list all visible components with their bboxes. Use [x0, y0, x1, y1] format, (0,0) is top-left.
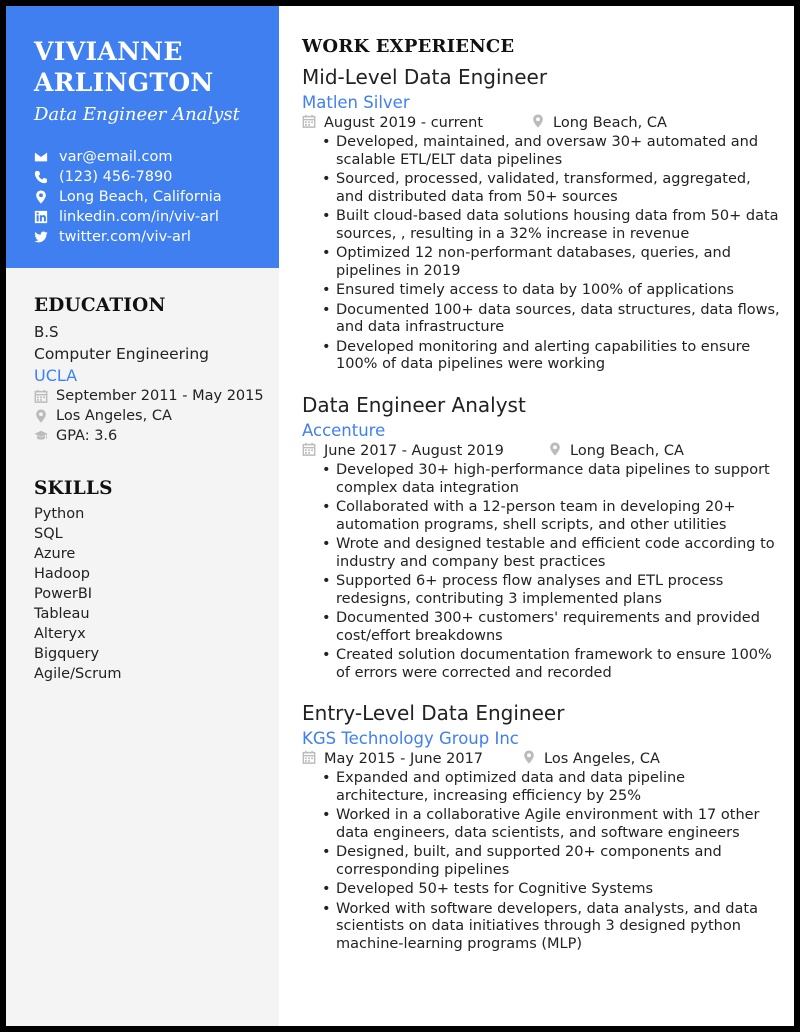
- calendar-icon: [34, 389, 48, 403]
- name-line-2: ARLINGTON: [34, 68, 214, 97]
- contact-phone[interactable]: [34, 167, 279, 187]
- location-icon: [34, 409, 48, 423]
- education-heading: EDUCATION: [34, 295, 166, 316]
- skills-section: [6, 478, 279, 684]
- bullet-item: • Optimized 12 non-performant databases, queries, and pipelines in 2019: [336, 245, 782, 280]
- contact-text: (123) 456-7890: [59, 169, 173, 185]
- company-name: Accenture: [302, 421, 386, 440]
- calendar-icon: [302, 442, 316, 460]
- education-degree: B.S: [34, 323, 59, 341]
- skill-item: Tableau: [34, 606, 90, 622]
- location-icon: [531, 114, 545, 132]
- job-meta: [302, 749, 782, 769]
- education-location-row: [34, 406, 279, 426]
- job-dates: May 2015 - June 2017: [324, 751, 484, 767]
- skill-item: Bigquery: [34, 646, 100, 662]
- bullet-item: • Designed, built, and supported 20+ components and corresponding pipelines: [336, 844, 782, 879]
- bullet-item: • Supported 6+ process flow analyses and ETL process redesigns, contributing 3 implemented plans: [336, 573, 782, 608]
- bullet-item: • Worked in a collaborative Agile environment with 17 other data engineers, data scientists, and software engineers: [336, 807, 782, 842]
- bullet-item: • Developed 30+ high-performance data pipelines to support complex data integration: [336, 462, 782, 497]
- skill-item: Azure: [34, 546, 76, 562]
- bullet-item: • Created solution documentation framework to ensure 100% of errors were corrected and recorded: [336, 647, 782, 682]
- contact-text: Long Beach, California: [59, 189, 222, 205]
- bullet-item: • Developed, maintained, and oversaw 30+ automated and scalable ETL/ELT data pipelines: [336, 134, 782, 169]
- skill-item: Alteryx: [34, 626, 86, 642]
- job-title: Mid-Level Data Engineer: [302, 65, 548, 89]
- education-dates: September 2011 - May 2015: [56, 388, 264, 404]
- contact-text: twitter.com/viv-arl: [59, 229, 191, 245]
- education-school: UCLA: [34, 366, 78, 385]
- education-field: Computer Engineering: [34, 345, 209, 363]
- job-meta: [302, 113, 782, 133]
- linkedin-icon: [34, 210, 48, 224]
- bullet-item: • Developed 50+ tests for Cognitive Systems: [336, 881, 782, 899]
- skill-item: SQL: [34, 526, 63, 542]
- contact-location: [34, 187, 279, 207]
- phone-icon: [34, 170, 48, 184]
- bullet-item: • Sourced, processed, validated, transformed, aggregated, and distributed data from 50+ sources: [336, 171, 782, 206]
- skill-item: PowerBI: [34, 586, 93, 602]
- name-line-1: VIVIANNE: [34, 37, 183, 66]
- email-icon: [34, 150, 48, 164]
- education-dates-row: [34, 386, 279, 406]
- job-title: Entry-Level Data Engineer: [302, 701, 565, 725]
- education-gpa-row: [34, 426, 279, 446]
- bullet-item: • Documented 100+ data sources, data structures, data flows, and data infrastructure: [336, 302, 782, 337]
- bullet-item: • Built cloud-based data solutions housing data from 50+ data sources, , resulting in a 32% increase in revenue: [336, 208, 782, 243]
- job-location: Long Beach, CA: [570, 443, 684, 459]
- job-entry: [302, 65, 782, 376]
- company-name: Matlen Silver: [302, 93, 410, 112]
- education-location: Los Angeles, CA: [56, 408, 172, 424]
- job-entry: [302, 393, 782, 684]
- work-experience-heading: WORK EXPERIENCE: [302, 36, 515, 57]
- contact-linkedin[interactable]: [34, 207, 279, 227]
- education-gpa: GPA: 3.6: [56, 428, 118, 444]
- skill-item: Hadoop: [34, 566, 90, 582]
- candidate-title: Data Engineer Analyst: [34, 104, 240, 125]
- location-icon: [522, 750, 536, 768]
- job-entry: [302, 701, 782, 955]
- job-location: Los Angeles, CA: [544, 751, 660, 767]
- calendar-icon: [302, 750, 316, 768]
- contact-text: linkedin.com/in/viv-arl: [59, 209, 219, 225]
- resume-page: [6, 6, 794, 1026]
- twitter-icon: [34, 230, 48, 244]
- contact-twitter[interactable]: [34, 227, 279, 247]
- contact-email[interactable]: [34, 147, 279, 167]
- bullet-item: • Documented 300+ customers' requirements and provided cost/effort breakdowns: [336, 610, 782, 645]
- education-section: [6, 295, 279, 446]
- job-title: Data Engineer Analyst: [302, 393, 526, 417]
- company-name: KGS Technology Group Inc: [302, 729, 519, 748]
- bullet-item: • Worked with software developers, data analysts, and data scientists on data initiatives through 3 designed python machine-learning programs (MLP): [336, 901, 782, 954]
- job-location: Long Beach, CA: [553, 115, 667, 131]
- header-block: [6, 6, 279, 268]
- bullet-item: • Ensured timely access to data by 100% of applications: [336, 282, 782, 300]
- bullet-item: • Wrote and designed testable and efficient code according to industry and company best practices: [336, 536, 782, 571]
- sidebar: [6, 6, 279, 1026]
- bullet-item: • Collaborated with a 12-person team in developing 20+ automation programs, shell scripts, and other utilities: [336, 499, 782, 534]
- skill-item: Python: [34, 506, 85, 522]
- location-icon: [548, 442, 562, 460]
- bullet-item: • Expanded and optimized data and data pipeline architecture, increasing efficiency by 25%: [336, 770, 782, 805]
- bullet-item: • Developed monitoring and alerting capabilities to ensure 100% of data pipelines were working: [336, 339, 782, 374]
- contact-list: [34, 147, 279, 247]
- skill-item: Agile/Scrum: [34, 666, 122, 682]
- candidate-name: [34, 36, 279, 98]
- job-meta: [302, 441, 782, 461]
- job-bullets: [302, 462, 782, 682]
- location-icon: [34, 190, 48, 204]
- job-bullets: [302, 770, 782, 953]
- job-bullets: [302, 134, 782, 374]
- graduation-cap-icon: [34, 429, 48, 443]
- contact-text: var@email.com: [59, 149, 173, 165]
- calendar-icon: [302, 114, 316, 132]
- skills-list: [34, 504, 279, 684]
- job-dates: August 2019 - current: [324, 115, 484, 131]
- skills-heading: SKILLS: [34, 478, 113, 499]
- job-dates: June 2017 - August 2019: [324, 443, 504, 459]
